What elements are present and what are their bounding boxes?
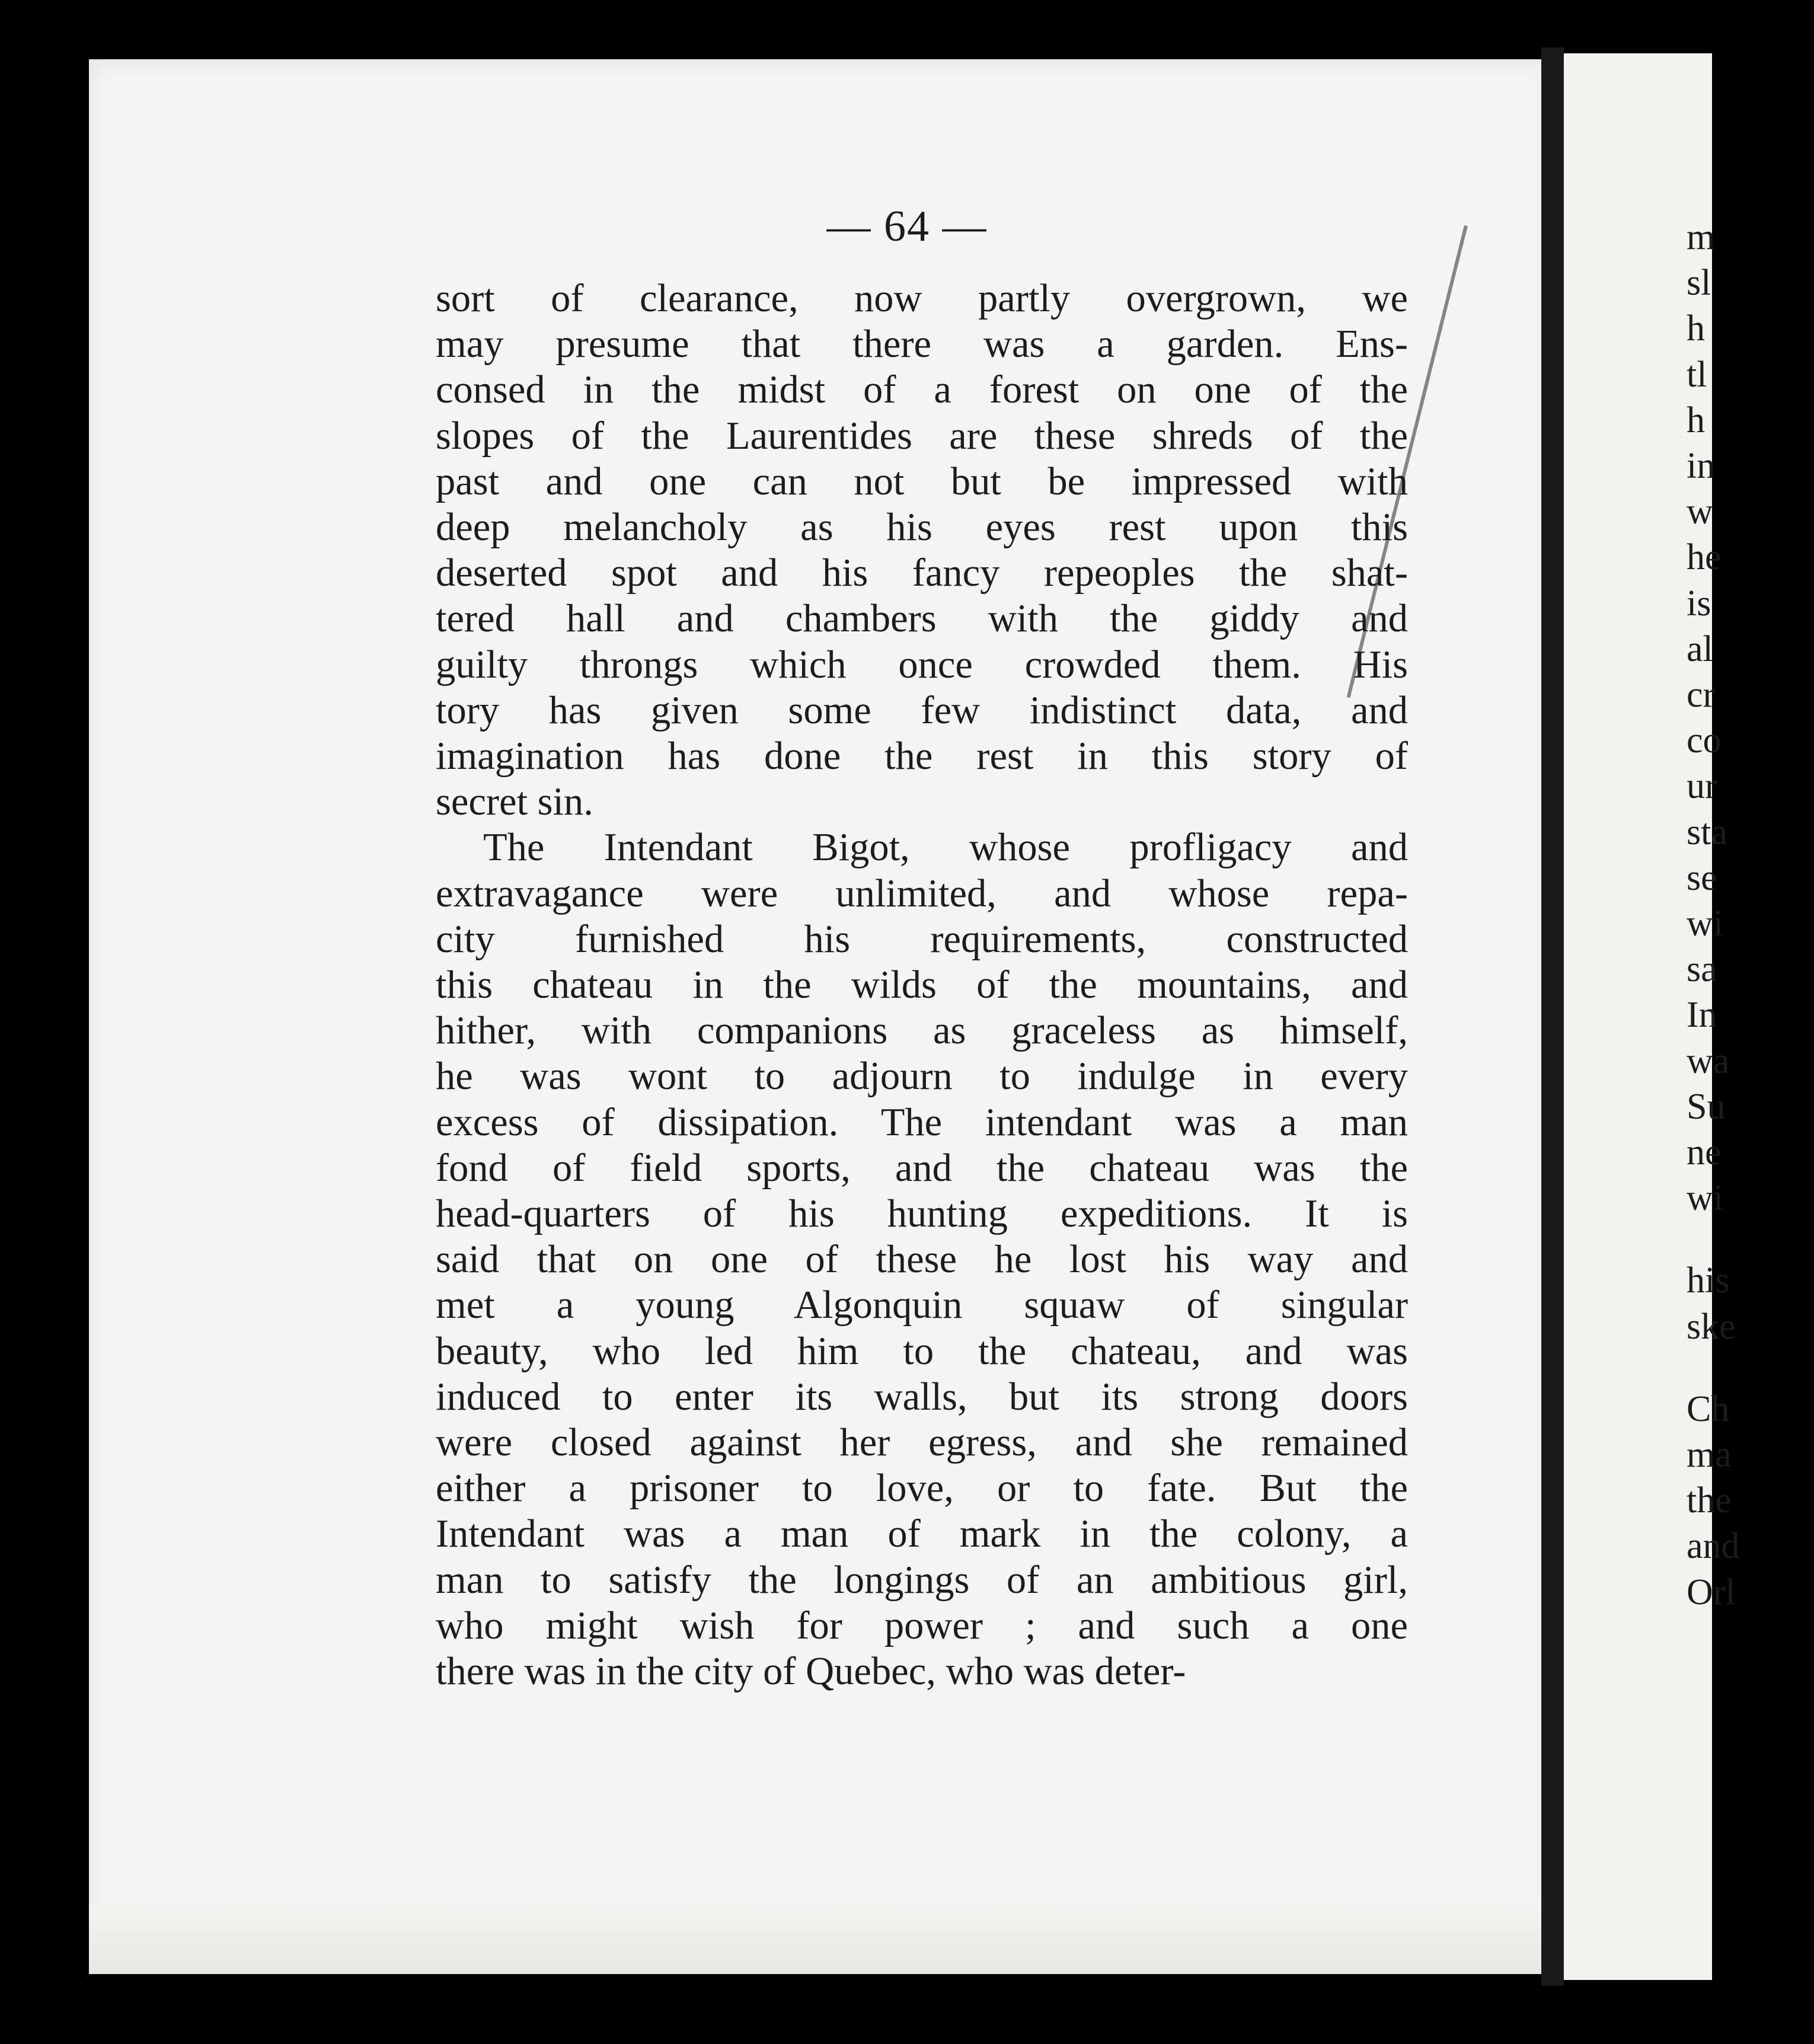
text-fragment: cr	[1687, 675, 1716, 716]
text-fragment: h	[1687, 308, 1705, 349]
text-fragment: tl	[1687, 354, 1707, 395]
text-fragment: se	[1687, 857, 1717, 898]
text-line: consed in the midst of a forest on one of the	[436, 368, 1408, 412]
paragraphs-container	[436, 276, 1408, 1694]
text-line: Intendant was a man of mark in the colony, a	[436, 1512, 1408, 1556]
fragments-container	[1687, 215, 1740, 1615]
text-line: sort of clearance, now partly overgrown, we	[436, 277, 1408, 320]
book-gutter	[1541, 47, 1564, 1986]
text-line: induced to enter its walls, but its strong doors	[436, 1375, 1408, 1419]
text-fragment: ske	[1687, 1306, 1736, 1347]
text-line: city furnished his requirements, constructed	[436, 917, 1408, 961]
text-line: deserted spot and his fancy repeoples the shat-	[436, 551, 1408, 595]
text-fragment: Orl	[1687, 1572, 1736, 1612]
text-line: slopes of the Laurentides are these shreds of the	[436, 414, 1408, 458]
text-line: fond of field sports, and the chateau was the	[436, 1146, 1408, 1190]
text-fragment: the	[1687, 1480, 1732, 1521]
text-line: extravagance were unlimited, and whose repa-	[436, 871, 1408, 915]
text-line: beauty, who led him to the chateau, and was	[436, 1329, 1408, 1373]
text-line: guilty throngs which once crowded them. His	[436, 643, 1408, 686]
paragraph	[436, 276, 1408, 825]
text-fragment: wa	[1687, 1040, 1730, 1081]
text-fragment: sl	[1687, 263, 1711, 304]
text-fragment: al	[1687, 628, 1713, 669]
text-fragment: Su	[1687, 1086, 1726, 1127]
text-fragment: sa	[1687, 949, 1717, 990]
text-line: imagination has done the rest in this story of	[436, 734, 1408, 778]
text-line: secret sin.	[436, 780, 593, 824]
text-line: may presume that there was a garden. Ens-	[436, 322, 1408, 366]
text-line: this chateau in the wilds of the mountains, and	[436, 963, 1408, 1007]
text-fragment: Ch	[1687, 1388, 1730, 1429]
text-fragment: ne	[1687, 1132, 1722, 1173]
paragraph	[436, 825, 1408, 1694]
text-line: either a prisoner to love, or to fate. But the	[436, 1467, 1408, 1510]
text-line: The Intendant Bigot, whose profligacy and	[483, 826, 1408, 870]
text-line: he was wont to adjourn to indulge in every	[436, 1055, 1408, 1098]
text-line: tered hall and chambers with the giddy and	[436, 597, 1408, 641]
text-fragment: wi	[1687, 903, 1723, 944]
page-number: — 64 —	[826, 202, 988, 251]
text-fragment: and	[1687, 1526, 1740, 1567]
text-fragment: wi	[1687, 1178, 1723, 1219]
text-line: who might wish for power ; and such a one	[436, 1604, 1408, 1647]
text-line: past and one can not but be impressed with	[436, 459, 1408, 503]
left-page-bottom-edge	[89, 1903, 1553, 1974]
text-line: tory has given some few indistinct data, and	[436, 688, 1408, 732]
text-fragment: ur	[1687, 766, 1717, 807]
body-text	[436, 276, 1408, 1694]
text-fragment: his	[1687, 1260, 1730, 1301]
text-fragment: he	[1687, 537, 1722, 578]
text-line: said that on one of these he lost his way and	[436, 1238, 1408, 1282]
text-line: were closed against her egress, and she remained	[436, 1421, 1408, 1465]
text-line: man to satisfy the longings of an ambitious girl,	[436, 1558, 1408, 1602]
text-fragment: sta	[1687, 812, 1727, 852]
text-fragment: h	[1687, 400, 1705, 440]
text-line: hither, with companions as graceless as himself,	[436, 1009, 1408, 1053]
text-fragment: w	[1687, 491, 1713, 532]
text-line: head-quarters of his hunting expeditions. It is	[436, 1192, 1408, 1236]
text-fragment: co	[1687, 720, 1722, 761]
text-fragment: ma	[1687, 1435, 1732, 1475]
text-fragment: in	[1687, 446, 1716, 487]
text-line: met a young Algonquin squaw of singular	[436, 1283, 1408, 1327]
text-line: there was in the city of Quebec, who was deter-	[436, 1650, 1186, 1694]
text-line: excess of dissipation. The intendant was a man	[436, 1100, 1408, 1144]
text-fragment: m	[1687, 217, 1716, 257]
text-fragment: is	[1687, 583, 1711, 624]
text-line: deep melancholy as his eyes rest upon this	[436, 506, 1408, 550]
right-page-text-fragments	[1687, 215, 1740, 1615]
text-fragment: In	[1687, 995, 1717, 1036]
